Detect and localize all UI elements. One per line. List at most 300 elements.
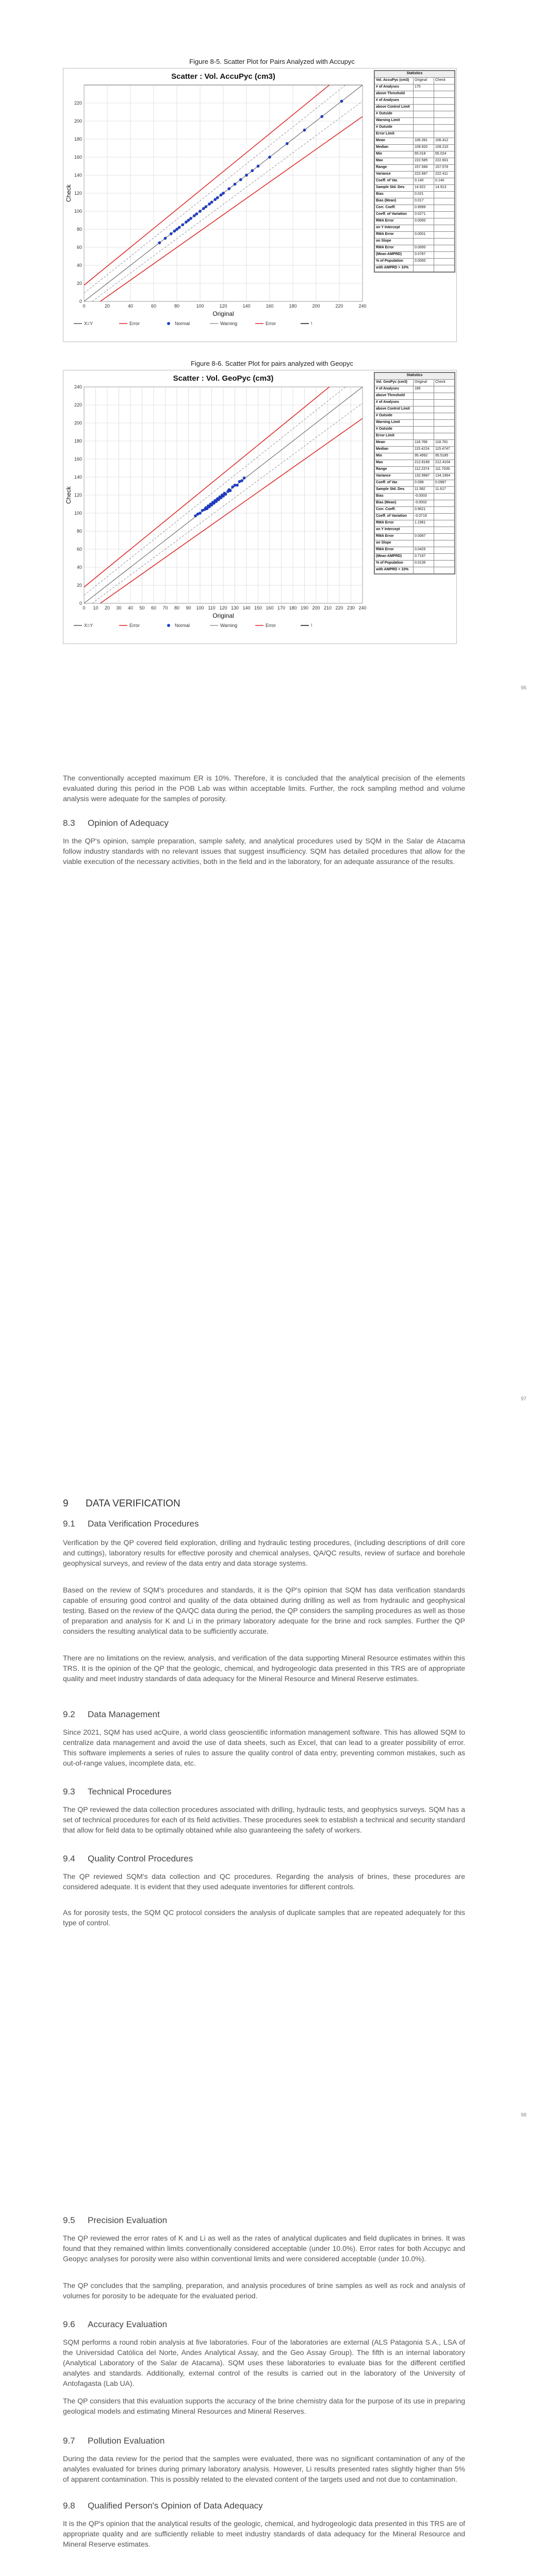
data-point xyxy=(195,213,198,215)
stats-value: 109.920 xyxy=(414,145,434,151)
stats-value: 222.687 xyxy=(414,172,434,178)
stats-label: with AMPRD > 10% xyxy=(375,567,414,574)
legend-marker xyxy=(167,624,170,627)
section-title: Quality Control Procedures xyxy=(88,1854,193,1863)
stats-value: 14.913 xyxy=(434,185,455,192)
stats-row xyxy=(375,145,455,151)
stats-col-header: Original xyxy=(414,380,434,386)
stats-label: on Slope xyxy=(375,239,414,245)
x-tick-label: 190 xyxy=(300,605,309,611)
stats-row xyxy=(375,473,455,480)
stats-value: 118.768 xyxy=(414,440,434,447)
section-heading-9-7 xyxy=(63,2436,164,2446)
data-point xyxy=(220,194,222,196)
stats-row xyxy=(375,494,455,500)
x-tick-label: 160 xyxy=(266,605,274,611)
stats-label: Range xyxy=(375,165,414,172)
stats-label: Warning Limit xyxy=(375,420,414,427)
section-heading-9-4 xyxy=(63,1854,193,1864)
stats-value xyxy=(414,91,434,98)
section-number: 9.3 xyxy=(63,1787,75,1797)
statistics-title: Statistics xyxy=(375,71,455,78)
stats-value xyxy=(434,386,455,393)
stats-value xyxy=(434,212,455,218)
stats-label: Sample Std. Dev. xyxy=(375,185,414,192)
stats-value: 0.021 xyxy=(414,192,434,198)
section-heading-8-3 xyxy=(63,818,169,828)
stats-row xyxy=(375,205,455,212)
stats-label: RMA Error xyxy=(375,232,414,239)
data-point xyxy=(185,221,187,223)
y-tick-label: 240 xyxy=(74,384,82,389)
y-tick-label: 160 xyxy=(74,456,82,462)
stats-value: 0.0000 xyxy=(414,245,434,252)
stats-row xyxy=(375,514,455,520)
y-tick-label: 40 xyxy=(76,565,82,570)
stats-label: on Y Intercept xyxy=(375,527,414,534)
data-point xyxy=(170,232,172,235)
stats-label: Mean xyxy=(375,440,414,447)
stats-value: 0.7197 xyxy=(414,554,434,561)
stats-value xyxy=(414,420,434,427)
data-point xyxy=(228,188,230,190)
stats-value xyxy=(434,507,455,514)
page-number: 97 xyxy=(521,1396,527,1402)
stats-label: Max xyxy=(375,158,414,165)
y-tick-label: 140 xyxy=(74,173,82,178)
stats-value xyxy=(434,91,455,98)
data-point xyxy=(173,230,176,232)
x-tick-label: 230 xyxy=(347,605,355,611)
y-tick-label: 140 xyxy=(74,474,82,480)
stats-label: above Threshold xyxy=(375,393,414,400)
x-tick-label: 180 xyxy=(289,303,297,309)
stats-value: -0.0719 xyxy=(414,514,434,520)
stats-col-header: Vol. AccuPyc (cm3) xyxy=(375,78,414,84)
stats-label: Range xyxy=(375,467,414,473)
stats-row xyxy=(375,386,455,393)
y-tick-label: 40 xyxy=(76,263,82,268)
stats-row xyxy=(375,406,455,413)
stats-value xyxy=(434,500,455,507)
stats-value: 118.781 xyxy=(434,440,455,447)
chart-title: Scatter : Vol. GeoPyc (cm3) xyxy=(173,374,274,383)
stats-label: RMA Error xyxy=(375,218,414,225)
stats-value xyxy=(414,393,434,400)
stats-label: RMA Error xyxy=(375,547,414,554)
stats-value: 1.1961 xyxy=(414,520,434,527)
stats-value: 0.0425 xyxy=(414,547,434,554)
stats-row xyxy=(375,527,455,534)
stats-value xyxy=(434,131,455,138)
stats-label: Bias xyxy=(375,192,414,198)
stats-label: Mean xyxy=(375,138,414,145)
stats-value xyxy=(414,131,434,138)
data-point xyxy=(178,226,180,229)
stats-row xyxy=(375,400,455,406)
stats-row xyxy=(375,198,455,205)
paragraph: In the QP's opinion, sample preparation, sample safety, and analytical procedures used by SQM in the Salar de Atacama follow industry standards with no relevant issues that suggest insufficiency. SQM has detailed procedures that allow for the viable execution of the necessary activities, both in the field and in the laboratory, for an adequate assurance of the results. xyxy=(63,837,465,866)
stats-row xyxy=(375,433,455,440)
data-point xyxy=(158,242,161,244)
legend-label: Error xyxy=(129,623,140,628)
stats-value xyxy=(434,205,455,212)
paragraph: Since 2021, SQM has used acQuire, a world class geoscientific information management software. This has allowed SQM to centralize data management and avoid the use of data sheets, such as Excel, that can lead to a greater possibility of error. This software implements a series of rules to assure the quality control of data entry, preventing common mistakes, such as out-of-range values, incomplete data, etc. xyxy=(63,1728,465,1767)
x-tick-label: 200 xyxy=(312,605,320,611)
legend-label: Warning xyxy=(220,623,238,628)
stats-value xyxy=(434,232,455,239)
statistics-table-geopyc xyxy=(374,372,455,574)
stats-value: 109.210 xyxy=(434,145,455,151)
stats-row xyxy=(375,252,455,259)
stats-value: 157.568 xyxy=(414,165,434,172)
stats-value: 0.0000 xyxy=(414,218,434,225)
stats-value xyxy=(414,125,434,131)
stats-value xyxy=(414,265,434,272)
paragraph: The QP reviewed SQM's data collection and QC procedures. Regarding the analysis of brines, these procedures are considered adequate. It is evident that they used adequate inventories for different controls. xyxy=(63,1872,465,1891)
page-number: 98 xyxy=(521,2112,527,2118)
x-tick-label: 80 xyxy=(174,605,180,611)
stats-value xyxy=(434,413,455,420)
x-tick-label: 80 xyxy=(174,303,180,309)
y-tick-label: 160 xyxy=(74,155,82,160)
chapter-heading-9 xyxy=(63,1498,180,1510)
stats-label: RMA Error xyxy=(375,520,414,527)
stats-value xyxy=(434,198,455,205)
stats-value xyxy=(434,252,455,259)
stats-row xyxy=(375,567,455,574)
stats-value: 65.018 xyxy=(414,151,434,158)
stats-value: 0.140 xyxy=(414,178,434,185)
y-tick-label: 20 xyxy=(76,281,82,286)
stats-value: 115.4224 xyxy=(414,447,434,453)
x-tick-label: 10 xyxy=(93,605,98,611)
stats-value: 0.140 xyxy=(434,178,455,185)
stats-value xyxy=(434,259,455,265)
stats-value: 95.4992 xyxy=(414,453,434,460)
x-tick-label: 30 xyxy=(116,605,122,611)
data-point xyxy=(231,486,234,488)
stats-value xyxy=(414,567,434,574)
data-point xyxy=(193,214,195,217)
legend-marker xyxy=(167,322,170,325)
stats-label: # Outside xyxy=(375,125,414,131)
stats-value xyxy=(434,514,455,520)
stats-value: 0.098 xyxy=(414,480,434,487)
x-tick-label: 170 xyxy=(277,605,286,611)
x-tick-label: 90 xyxy=(186,605,191,611)
stats-value xyxy=(414,239,434,245)
stats-row xyxy=(375,225,455,232)
x-tick-label: 60 xyxy=(151,605,157,611)
x-tick-label: 140 xyxy=(242,605,251,611)
stats-row xyxy=(375,460,455,467)
stats-value xyxy=(414,400,434,406)
y-tick-label: 220 xyxy=(74,402,82,408)
stats-value xyxy=(434,540,455,547)
stats-label: Corr. Coeff. xyxy=(375,205,414,212)
data-point xyxy=(321,115,323,118)
x-tick-label: 120 xyxy=(219,303,227,309)
paragraph: As for porosity tests, the SQM QC protocol considers the analysis of duplicate samples that are repeated adequately for this type of control. xyxy=(63,1908,465,1927)
figure-geopyc xyxy=(63,370,457,644)
stats-value: 11.582 xyxy=(414,487,434,494)
data-point xyxy=(208,202,210,205)
legend-label: Error xyxy=(129,321,140,326)
stats-label: Error Limit xyxy=(375,131,414,138)
stats-value xyxy=(434,547,455,554)
stats-label: Median xyxy=(375,145,414,151)
data-point xyxy=(206,507,208,510)
stats-row xyxy=(375,232,455,239)
stats-value: 0.0087 xyxy=(414,534,434,540)
stats-value xyxy=(434,225,455,232)
stats-value: 0.0135 xyxy=(414,561,434,567)
data-point xyxy=(239,178,242,181)
data-point xyxy=(212,502,215,504)
paragraph: It is the QP's opinion that the analytical results of the geologic, chemical, and hydrogeologic data presented in this TRS are of appropriate quality and are sufficiently reliable to meet industry standards of data adequacy for the Mineral Resource and Mineral Reserve estimates. xyxy=(63,2519,465,2548)
section-number: 9.7 xyxy=(63,2436,75,2446)
x-tick-label: 50 xyxy=(139,605,145,611)
stats-row xyxy=(375,534,455,540)
x-tick-label: 180 xyxy=(289,605,297,611)
stats-row xyxy=(375,561,455,567)
stats-value: 0.017 xyxy=(414,198,434,205)
stats-value xyxy=(434,561,455,567)
stats-label: Coeff. of Var. xyxy=(375,480,414,487)
paragraph: There are no limitations on the review, analysis, and verification of the data supporting Mineral Resource estimates within this TRS. It is the opinion of the QP that the geologic, chemical, and hydrogeologic data presented in this TRS are of appropriate quality and meet industry standards of data adequacy for the Mineral Resource and Mineral Reserve estimates. xyxy=(63,1654,465,1683)
x-tick-label: 0 xyxy=(83,605,86,611)
x-tick-label: 0 xyxy=(83,303,86,309)
stats-row xyxy=(375,239,455,245)
section-number: 9.8 xyxy=(63,2501,75,2511)
stats-value: 212.8166 xyxy=(414,460,434,467)
stats-value: 112.2374 xyxy=(414,467,434,473)
stats-value xyxy=(434,554,455,561)
paragraph: Verification by the QP covered field exploration, drilling and hydraulic testing procedures, (including descriptions of drill core and cuttings), laboratory results for effective porosity and chemical analyses, QA/QC results, review of surface and borehole geophysical surveys, and review of the data entry and data storage systems. xyxy=(63,1538,465,1567)
section-heading-9-1 xyxy=(63,1519,199,1529)
stats-value xyxy=(434,245,455,252)
stats-label: Sample Std. Dev. xyxy=(375,487,414,494)
section-title: Accuracy Evaluation xyxy=(88,2319,168,2329)
section-title: Data Management xyxy=(88,1709,160,1719)
stats-label: Corr. Coeff. xyxy=(375,507,414,514)
stats-value xyxy=(434,239,455,245)
stats-value xyxy=(434,218,455,225)
stats-row xyxy=(375,393,455,400)
stats-label: % of Population xyxy=(375,561,414,567)
stats-row xyxy=(375,487,455,494)
stats-label: Warning Limit xyxy=(375,118,414,125)
stats-value: 11.617 xyxy=(434,487,455,494)
stats-value xyxy=(434,427,455,433)
data-point xyxy=(222,192,224,194)
stats-value xyxy=(414,540,434,547)
stats-col-header: Check xyxy=(434,380,455,386)
statistics-table-accupyc xyxy=(374,70,455,273)
stats-value xyxy=(434,527,455,534)
stats-value xyxy=(434,400,455,406)
section-heading-9-2 xyxy=(63,1709,160,1720)
stats-value xyxy=(414,406,434,413)
y-tick-label: 80 xyxy=(76,227,82,232)
stats-label: # of Analyses xyxy=(375,400,414,406)
stats-label: Min xyxy=(375,151,414,158)
stats-row xyxy=(375,151,455,158)
stats-row xyxy=(375,413,455,420)
legend-label: Error xyxy=(266,321,276,326)
stats-row xyxy=(375,91,455,98)
stats-label: Median xyxy=(375,447,414,453)
stats-row xyxy=(375,480,455,487)
data-point xyxy=(229,489,232,492)
x-tick-label: 150 xyxy=(254,605,262,611)
stats-row xyxy=(375,500,455,507)
stats-value xyxy=(434,105,455,111)
stats-row xyxy=(375,547,455,554)
y-tick-label: 120 xyxy=(74,191,82,196)
stats-row xyxy=(375,98,455,105)
y-tick-label: 200 xyxy=(74,118,82,124)
stats-row xyxy=(375,111,455,118)
stats-value xyxy=(414,118,434,125)
stats-row xyxy=(375,131,455,138)
legend-label: X=Y xyxy=(84,321,93,326)
stats-label: # Outside xyxy=(375,111,414,118)
paragraph: The QP concludes that the sampling, preparation, and analysis procedures of brine samples as well as rock and analysis of volumes for porosity to be adequate for the evaluated period. xyxy=(63,2281,465,2300)
data-point xyxy=(286,142,288,145)
data-point xyxy=(222,495,224,497)
stats-row xyxy=(375,105,455,111)
legend-label: Normal xyxy=(175,321,190,326)
data-point xyxy=(251,170,254,172)
x-axis-label: Original xyxy=(212,310,234,317)
section-heading-9-3 xyxy=(63,1787,172,1797)
stats-label: above Control Limit xyxy=(375,105,414,111)
stats-value: 0.0000 xyxy=(414,259,434,265)
data-point xyxy=(194,515,196,517)
data-point xyxy=(303,129,306,131)
stats-label: # Outside xyxy=(375,427,414,433)
stats-value: 0.9999 xyxy=(414,205,434,212)
stats-value: 95.5185 xyxy=(434,453,455,460)
y-tick-label: 0 xyxy=(79,601,82,606)
stats-value xyxy=(434,520,455,527)
x-tick-label: 120 xyxy=(219,605,227,611)
stats-value xyxy=(434,420,455,427)
stats-value: 175 xyxy=(414,84,434,91)
stats-label: above Control Limit xyxy=(375,406,414,413)
stats-value: 134.1964 xyxy=(434,473,455,480)
stats-value: 0.0987 xyxy=(434,480,455,487)
x-tick-label: 160 xyxy=(266,303,274,309)
section-title: Opinion of Adequacy xyxy=(88,818,169,828)
stats-row xyxy=(375,185,455,192)
stats-label: Error Limit xyxy=(375,433,414,440)
stats-value: 0.0001 xyxy=(414,232,434,239)
y-axis-label: Check xyxy=(65,184,72,202)
stats-row xyxy=(375,427,455,433)
figure-accupyc xyxy=(63,68,457,342)
y-tick-label: 80 xyxy=(76,529,82,534)
stats-label: Variance xyxy=(375,172,414,178)
stats-col-header: Check xyxy=(434,78,455,84)
stats-row xyxy=(375,138,455,145)
legend-label: Error xyxy=(266,623,276,628)
stats-value xyxy=(414,105,434,111)
stats-label: Bias (Mean) xyxy=(375,500,414,507)
stats-row xyxy=(375,212,455,218)
stats-row xyxy=(375,507,455,514)
y-tick-label: 120 xyxy=(74,493,82,498)
stats-value: 106.412 xyxy=(434,138,455,145)
x-tick-label: 40 xyxy=(127,303,134,309)
stats-value: 0.0271 xyxy=(414,212,434,218)
stats-row xyxy=(375,259,455,265)
scatter-chart-geopyc xyxy=(63,370,373,643)
stats-label: # of Analyses xyxy=(375,98,414,105)
data-point xyxy=(243,477,245,479)
x-tick-label: 70 xyxy=(162,605,168,611)
figure-caption-geopyc: Figure 8-6. Scatter Plot for pairs analyzed with Geopyc xyxy=(190,360,354,367)
stats-label: Bias (Mean) xyxy=(375,198,414,205)
section-number: 9.5 xyxy=(63,2215,75,2225)
statistics-title: Statistics xyxy=(375,373,455,380)
stats-value: 65.024 xyxy=(434,151,455,158)
stats-value: 0.9621 xyxy=(414,507,434,514)
legend-label: ! xyxy=(311,321,312,326)
stats-value xyxy=(434,393,455,400)
stats-row xyxy=(375,178,455,185)
x-tick-label: 40 xyxy=(127,605,134,611)
chart-title: Scatter : Vol. AccuPyc (cm3) xyxy=(171,72,275,81)
stats-value xyxy=(434,192,455,198)
data-point xyxy=(268,156,271,158)
stats-value xyxy=(434,84,455,91)
stats-value xyxy=(414,98,434,105)
x-tick-label: 110 xyxy=(208,605,216,611)
data-point xyxy=(224,493,227,496)
legend-label: ! xyxy=(311,623,312,628)
stats-value xyxy=(434,118,455,125)
legend-label: Normal xyxy=(175,623,190,628)
section-title: Pollution Evaluation xyxy=(88,2436,165,2446)
stats-value xyxy=(414,225,434,232)
stats-value: 132.9987 xyxy=(414,473,434,480)
figure-caption-accupyc: Figure 8-5. Scatter Plot for Pairs Analyzed with Accupyc xyxy=(189,58,355,65)
stats-label: # of Analyses xyxy=(375,386,414,393)
stats-value xyxy=(434,567,455,574)
section-number: 9.2 xyxy=(63,1709,75,1719)
stats-value: 115.4747 xyxy=(434,447,455,453)
section-heading-9-6 xyxy=(63,2319,167,2330)
stats-row xyxy=(375,447,455,453)
stats-row xyxy=(375,540,455,547)
data-point xyxy=(175,228,178,230)
stats-value: 106.391 xyxy=(414,138,434,145)
stats-label: Variance xyxy=(375,473,414,480)
stats-label: RMA Error xyxy=(375,534,414,540)
y-tick-label: 200 xyxy=(74,420,82,426)
paragraph: Based on the review of SQM's procedures and standards, it is the QP's opinion that SQM has data verification standards capable of ensuring good control and quality of the data obtained during drilling as well as from hydraulic and geophysical testing. Based on the review of the QA/QC data during the period, the QP considers the sampling procedures as well as those of preparation and analysis for K and Li in the primary laboratory adequate for the brine and rock samples. Further the QP considers the resulting analytical data to be sufficiently accurate. xyxy=(63,1586,465,1635)
data-point xyxy=(340,100,343,103)
stats-row xyxy=(375,218,455,225)
data-point xyxy=(199,512,201,514)
stats-label: Bias xyxy=(375,494,414,500)
stats-col-header: Original xyxy=(414,78,434,84)
data-point xyxy=(208,505,210,508)
stats-label: on Slope xyxy=(375,540,414,547)
